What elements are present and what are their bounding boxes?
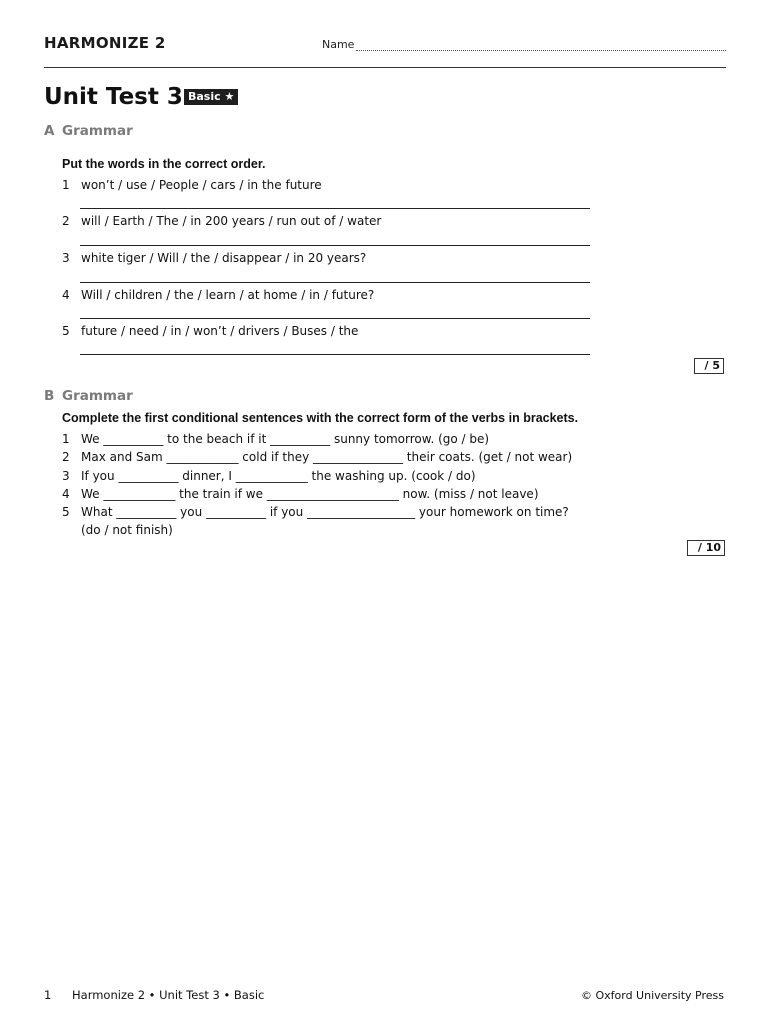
name-field[interactable] — [356, 50, 726, 51]
item-number: 3 — [62, 251, 70, 265]
section-b-title: Grammar — [62, 388, 133, 404]
section-a-instruction: Put the words in the correct order. — [62, 157, 266, 171]
section-a-heading — [44, 123, 133, 139]
item-sentence: We __________ to the beach if it __________ sunny tomorrow. (go / be) — [81, 432, 490, 446]
item-number: 5 — [62, 505, 70, 519]
footer-left — [44, 988, 264, 1002]
level-badge: Basic ★ — [184, 89, 238, 105]
item-sentence: Max and Sam ____________ cold if they _______________ their coats. (get / not wear) — [81, 450, 573, 464]
item-prompt: future / need / in / won’t / drivers / Buses / the — [81, 324, 359, 338]
item-prompt: won’t / use / People / cars / in the future — [81, 178, 322, 192]
page-title: Unit Test 3 — [44, 84, 183, 110]
section-a-letter: A — [44, 123, 55, 139]
item-number: 4 — [62, 288, 70, 302]
item-prompt: will / Earth / The / in 200 years / run out of / water — [81, 214, 382, 228]
item-number: 3 — [62, 469, 70, 483]
item-number: 4 — [62, 487, 70, 501]
item-sentence-continuation: (do / not finish) — [81, 523, 173, 537]
item-sentence: We ____________ the train if we ______________________ now. (miss / not leave) — [81, 487, 539, 501]
section-a-score-box: / 5 — [694, 358, 724, 374]
item-sentence: If you __________ dinner, I ____________ the washing up. (cook / do) — [81, 469, 476, 483]
section-b-score-box: / 10 — [687, 540, 725, 556]
section-b-heading — [44, 388, 133, 404]
footer-title: Harmonize 2 • Unit Test 3 • Basic — [72, 988, 265, 1002]
answer-line[interactable] — [80, 208, 590, 209]
item-number: 1 — [62, 178, 70, 192]
brand-logo: HARMONIZE 2 — [44, 34, 166, 52]
item-sentence: What __________ you __________ if you __________________ your homework on time? — [81, 505, 569, 519]
item-number: 5 — [62, 324, 70, 338]
answer-line[interactable] — [80, 282, 590, 283]
item-prompt: Will / children / the / learn / at home / in / future? — [81, 288, 375, 302]
item-number: 1 — [62, 432, 70, 446]
footer-copyright: © Oxford University Press — [580, 989, 724, 1002]
answer-line[interactable] — [80, 245, 590, 246]
header-divider — [44, 67, 726, 68]
answer-line[interactable] — [80, 354, 590, 355]
section-b-letter: B — [44, 388, 55, 404]
section-a-title: Grammar — [62, 123, 133, 139]
name-label: Name — [322, 38, 355, 51]
answer-line[interactable] — [80, 318, 590, 319]
item-prompt: white tiger / Will / the / disappear / in 20 years? — [81, 251, 367, 265]
item-number: 2 — [62, 450, 70, 464]
section-b-instruction: Complete the first conditional sentences with the correct form of the verbs in brackets. — [62, 411, 579, 425]
item-number: 2 — [62, 214, 70, 228]
page-number: 1 — [44, 988, 52, 1002]
